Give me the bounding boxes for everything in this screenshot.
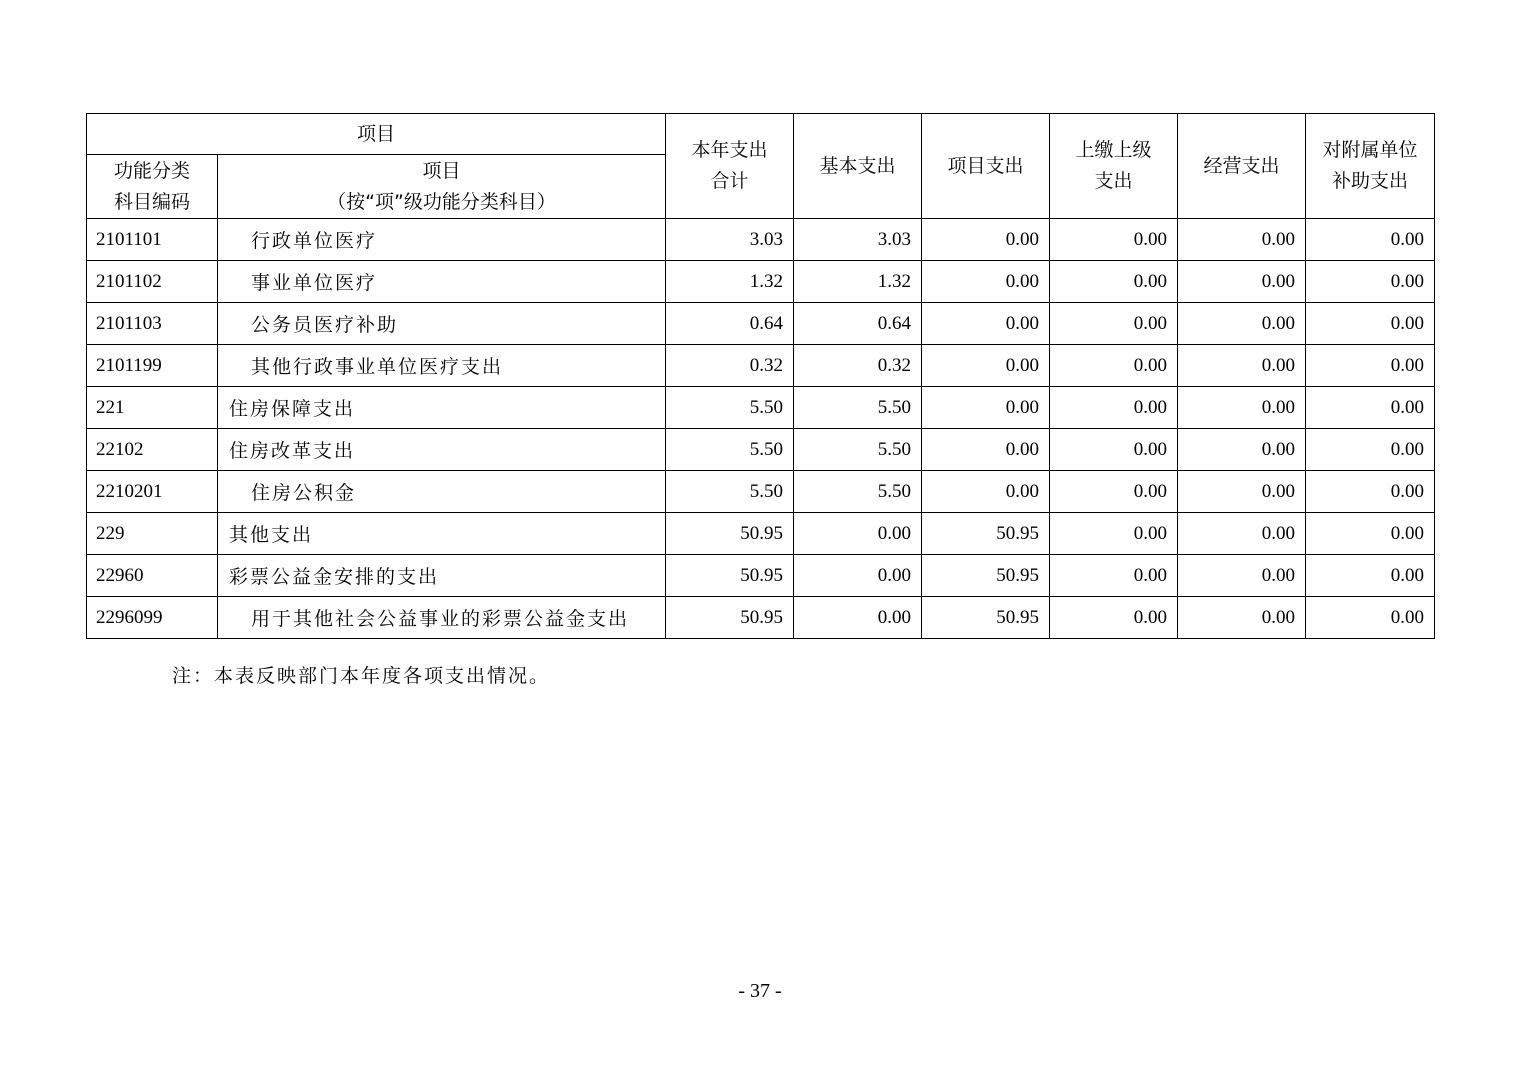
header-basic: 基本支出 [794, 114, 922, 219]
cell-name: 彩票公益金安排的支出 [218, 555, 666, 597]
cell-project: 50.95 [922, 513, 1050, 555]
cell-name: 公务员医疗补助 [218, 303, 666, 345]
table-row [87, 261, 1435, 303]
header-upper [1050, 114, 1178, 219]
table-row [87, 513, 1435, 555]
cell-total: 0.32 [666, 345, 794, 387]
header-subsidy [1306, 114, 1435, 219]
cell-upper: 0.00 [1050, 471, 1178, 513]
cell-project: 0.00 [922, 387, 1050, 429]
cell-name: 其他支出 [218, 513, 666, 555]
header-total-line1: 本年支出 [691, 139, 768, 161]
cell-subsidy: 0.00 [1306, 471, 1435, 513]
table-row [87, 429, 1435, 471]
cell-basic: 3.03 [794, 219, 922, 261]
header-code [87, 155, 218, 219]
cell-project: 0.00 [922, 471, 1050, 513]
cell-subsidy: 0.00 [1306, 555, 1435, 597]
header-subsidy-line1: 对附属单位 [1322, 139, 1418, 161]
cell-upper: 0.00 [1050, 345, 1178, 387]
cell-total: 5.50 [666, 429, 794, 471]
cell-code: 2101101 [87, 219, 218, 261]
cell-operating: 0.00 [1178, 555, 1306, 597]
cell-project: 0.00 [922, 303, 1050, 345]
cell-name: 事业单位医疗 [218, 261, 666, 303]
cell-project: 0.00 [922, 429, 1050, 471]
cell-name: 其他行政事业单位医疗支出 [218, 345, 666, 387]
cell-total: 1.32 [666, 261, 794, 303]
cell-code: 221 [87, 387, 218, 429]
table-row [87, 345, 1435, 387]
table-row [87, 597, 1435, 639]
cell-total: 50.95 [666, 555, 794, 597]
cell-operating: 0.00 [1178, 387, 1306, 429]
header-group-project: 项目 [87, 114, 666, 155]
cell-upper: 0.00 [1050, 303, 1178, 345]
header-code-line2: 科目编码 [113, 190, 190, 213]
cell-operating: 0.00 [1178, 597, 1306, 639]
cell-code: 229 [87, 513, 218, 555]
cell-basic: 0.64 [794, 303, 922, 345]
cell-basic: 0.00 [794, 513, 922, 555]
cell-upper: 0.00 [1050, 429, 1178, 471]
cell-upper: 0.00 [1050, 513, 1178, 555]
cell-basic: 1.32 [794, 261, 922, 303]
header-total-line2: 合计 [710, 170, 749, 192]
cell-name: 行政单位医疗 [218, 219, 666, 261]
cell-basic: 0.00 [794, 597, 922, 639]
cell-basic: 5.50 [794, 471, 922, 513]
cell-operating: 0.00 [1178, 471, 1306, 513]
cell-operating: 0.00 [1178, 513, 1306, 555]
header-code-line1: 功能分类 [113, 159, 190, 182]
cell-subsidy: 0.00 [1306, 261, 1435, 303]
cell-total: 50.95 [666, 597, 794, 639]
cell-project: 50.95 [922, 597, 1050, 639]
cell-basic: 0.00 [794, 555, 922, 597]
cell-total: 5.50 [666, 471, 794, 513]
cell-basic: 5.50 [794, 429, 922, 471]
cell-code: 2101103 [87, 303, 218, 345]
table-row [87, 303, 1435, 345]
header-total [666, 114, 794, 219]
header-upper-line2: 支出 [1094, 170, 1133, 192]
expenditure-table [86, 113, 1435, 639]
page-number: - 37 - [738, 980, 782, 1002]
cell-code: 2296099 [87, 597, 218, 639]
header-operating: 经营支出 [1178, 114, 1306, 219]
cell-project: 50.95 [922, 555, 1050, 597]
cell-code: 22102 [87, 429, 218, 471]
cell-total: 5.50 [666, 387, 794, 429]
cell-project: 0.00 [922, 261, 1050, 303]
cell-code: 2210201 [87, 471, 218, 513]
table-row [87, 387, 1435, 429]
cell-upper: 0.00 [1050, 261, 1178, 303]
cell-subsidy: 0.00 [1306, 303, 1435, 345]
header-name [218, 155, 666, 219]
cell-code: 22960 [87, 555, 218, 597]
cell-total: 3.03 [666, 219, 794, 261]
cell-upper: 0.00 [1050, 597, 1178, 639]
cell-subsidy: 0.00 [1306, 513, 1435, 555]
cell-total: 0.64 [666, 303, 794, 345]
cell-subsidy: 0.00 [1306, 597, 1435, 639]
cell-name: 用于其他社会公益事业的彩票公益金支出 [218, 597, 666, 639]
cell-name: 住房改革支出 [218, 429, 666, 471]
cell-subsidy: 0.00 [1306, 219, 1435, 261]
table-row [87, 219, 1435, 261]
cell-basic: 5.50 [794, 387, 922, 429]
header-name-line2: （按“项”级功能分类科目） [327, 190, 556, 213]
table-body [87, 219, 1435, 639]
cell-subsidy: 0.00 [1306, 387, 1435, 429]
cell-name: 住房公积金 [218, 471, 666, 513]
cell-upper: 0.00 [1050, 387, 1178, 429]
cell-subsidy: 0.00 [1306, 429, 1435, 471]
table-row [87, 555, 1435, 597]
cell-upper: 0.00 [1050, 219, 1178, 261]
cell-total: 50.95 [666, 513, 794, 555]
cell-operating: 0.00 [1178, 345, 1306, 387]
cell-operating: 0.00 [1178, 303, 1306, 345]
cell-operating: 0.00 [1178, 261, 1306, 303]
table-note: 注：本表反映部门本年度各项支出情况。 [172, 665, 551, 687]
table-row [87, 471, 1435, 513]
cell-subsidy: 0.00 [1306, 345, 1435, 387]
header-name-line1: 项目 [422, 159, 461, 182]
header-project: 项目支出 [922, 114, 1050, 219]
header-upper-line1: 上缴上级 [1075, 139, 1152, 161]
cell-upper: 0.00 [1050, 555, 1178, 597]
cell-code: 2101199 [87, 345, 218, 387]
cell-project: 0.00 [922, 219, 1050, 261]
cell-code: 2101102 [87, 261, 218, 303]
cell-name: 住房保障支出 [218, 387, 666, 429]
cell-basic: 0.32 [794, 345, 922, 387]
cell-operating: 0.00 [1178, 219, 1306, 261]
cell-operating: 0.00 [1178, 429, 1306, 471]
cell-project: 0.00 [922, 345, 1050, 387]
header-subsidy-line2: 补助支出 [1331, 170, 1408, 192]
